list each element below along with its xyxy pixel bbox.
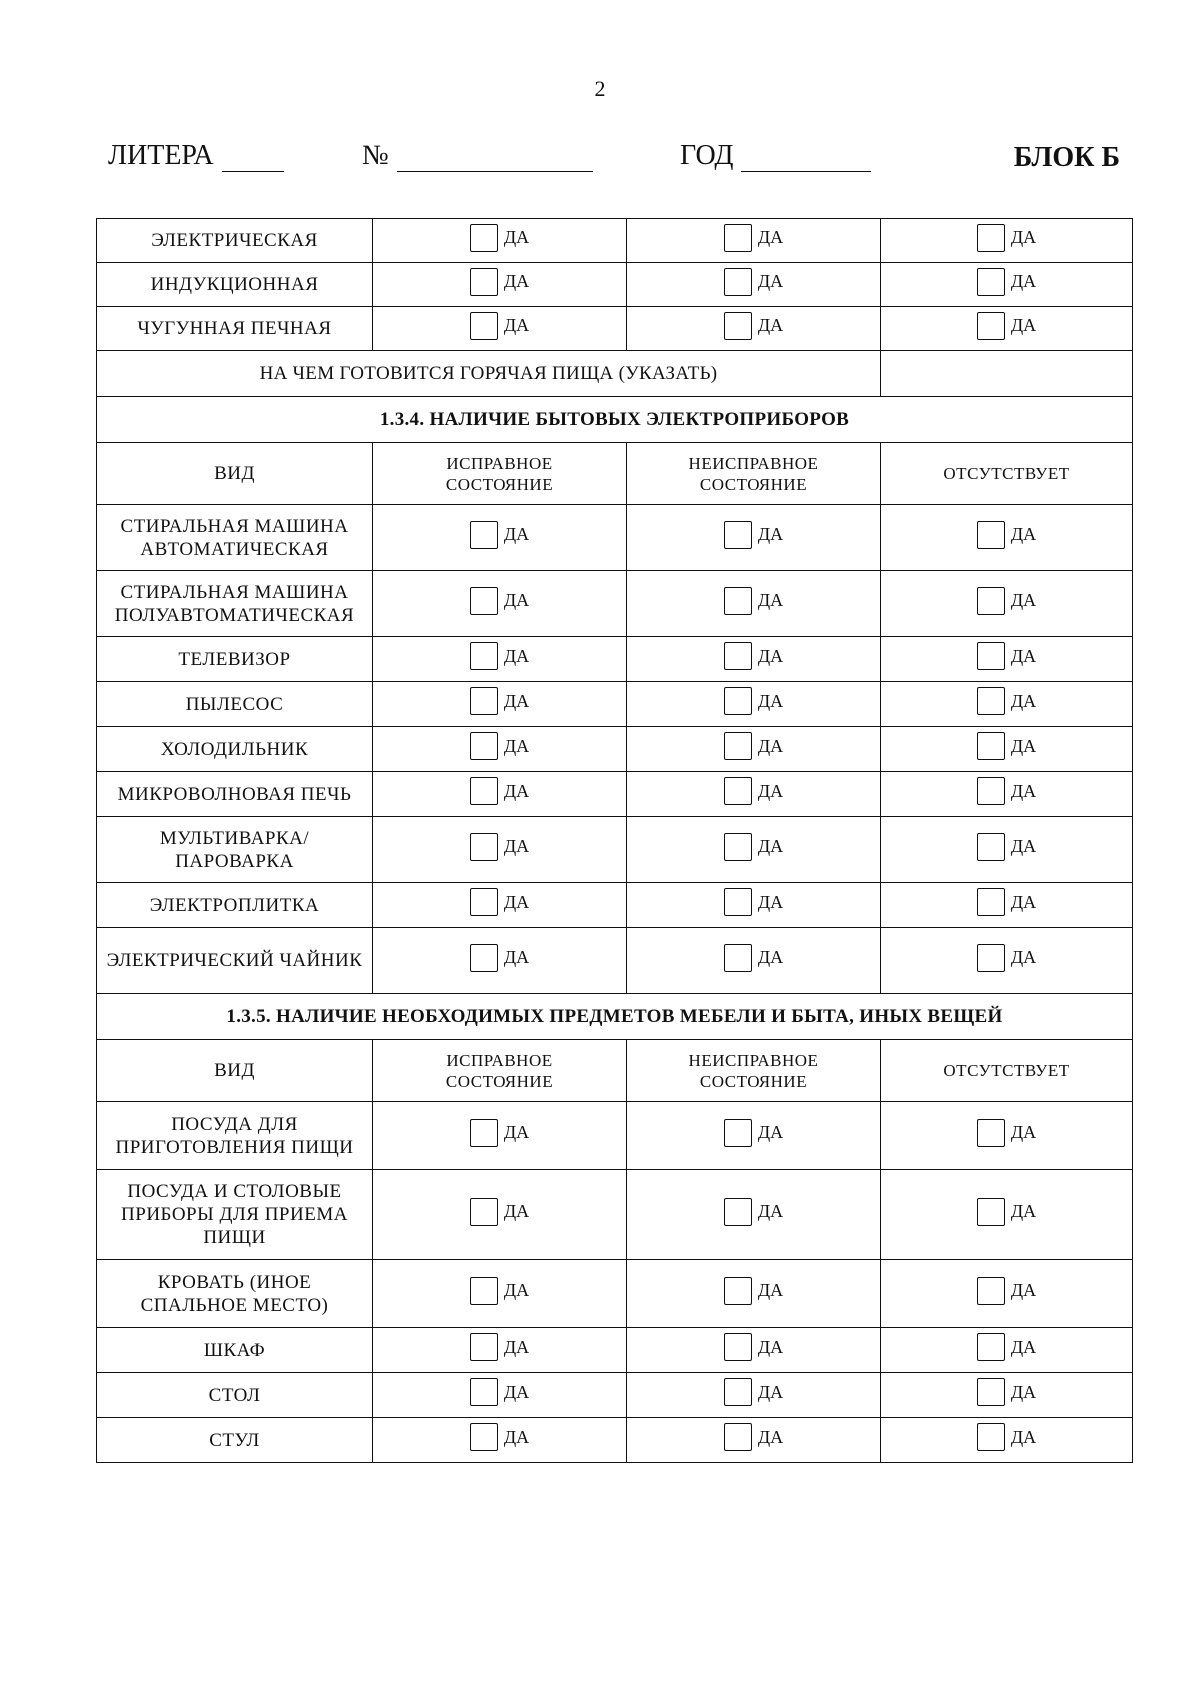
checkbox-label: ДА	[503, 780, 530, 801]
checkbox[interactable]	[977, 1198, 1005, 1226]
section-furniture-title	[97, 994, 1133, 1040]
col-3-checkbox-cell	[881, 505, 1133, 571]
checkbox[interactable]	[724, 687, 752, 715]
checkbox-label: ДА	[757, 735, 784, 756]
checkbox-label: ДА	[503, 735, 530, 756]
row-label: ТЕЛЕВИЗОР	[97, 637, 373, 682]
header-kind-text: ВИД	[214, 1060, 255, 1081]
col-1-checkbox[interactable]	[470, 1378, 529, 1406]
checkbox[interactable]	[724, 732, 752, 760]
col-2-checkbox[interactable]	[724, 312, 783, 340]
checkbox[interactable]	[470, 687, 498, 715]
number-label: №	[362, 140, 389, 171]
col-1-checkbox-cell	[373, 883, 627, 928]
checkbox-label: ДА	[757, 1336, 784, 1357]
checkbox-label: ДА	[1010, 590, 1037, 610]
checkbox-label: ДА	[757, 690, 784, 711]
col-2-checkbox[interactable]	[724, 1277, 783, 1305]
checkbox[interactable]	[977, 1378, 1005, 1406]
col-2-checkbox-cell	[627, 637, 881, 682]
col-2-checkbox[interactable]	[724, 687, 783, 715]
col-2-checkbox-cell	[627, 1328, 881, 1373]
col-3-checkbox-cell	[881, 772, 1133, 817]
checkbox-label: ДА	[1010, 780, 1037, 801]
col-2-checkbox[interactable]	[724, 1198, 783, 1226]
col-2-checkbox-cell	[627, 1418, 881, 1463]
checkbox-label: ДА	[757, 1426, 784, 1447]
col-2-checkbox-cell	[627, 571, 881, 637]
col-1-checkbox-cell	[373, 682, 627, 727]
row-label: СТУЛ	[97, 1418, 373, 1463]
checkbox[interactable]	[470, 587, 498, 615]
checkbox-label: ДА	[757, 1280, 784, 1300]
section-title: 1.3.5. НАЛИЧИЕ НЕОБХОДИМЫХ ПРЕДМЕТОВ МЕБЕЛИ И БЫТА, ИНЫХ ВЕЩЕЙ	[97, 994, 1133, 1040]
checkbox[interactable]	[470, 1333, 498, 1361]
checkbox[interactable]	[724, 642, 752, 670]
year-field	[680, 140, 871, 172]
col-2-checkbox[interactable]	[724, 268, 783, 296]
col-1-checkbox[interactable]	[470, 521, 529, 549]
checkbox-label: ДА	[1010, 271, 1037, 291]
col-1-checkbox[interactable]	[470, 687, 529, 715]
checkbox-label: ДА	[1010, 1201, 1037, 1221]
checkbox-label: ДА	[1010, 735, 1037, 756]
col-3-checkbox[interactable]	[977, 1119, 1036, 1147]
checkbox[interactable]	[724, 888, 752, 916]
col-2-checkbox-cell	[627, 682, 881, 727]
col-2-checkbox[interactable]	[724, 1378, 783, 1406]
header-broken-text: НЕИСПРАВНОЕ СОСТОЯНИЕ	[688, 453, 819, 494]
col-2-checkbox-cell	[627, 727, 881, 772]
appliance-row	[97, 637, 1133, 682]
col-1-checkbox[interactable]	[470, 642, 529, 670]
header-working	[373, 443, 627, 505]
row-label: ПОСУДА ДЛЯ ПРИГОТОВЛЕНИЯ ПИЩИ	[97, 1102, 373, 1170]
row-label: СТИРАЛЬНАЯ МАШИНА АВТОМАТИЧЕСКАЯ	[97, 505, 373, 571]
checkbox-label: ДА	[1010, 891, 1037, 912]
appliance-row	[97, 682, 1133, 727]
header-working-text: ИСПРАВНОЕ СОСТОЯНИЕ	[445, 453, 554, 494]
checkbox-label: ДА	[757, 315, 784, 335]
appliance-row	[97, 772, 1133, 817]
col-2-checkbox[interactable]	[724, 521, 783, 549]
checkbox[interactable]	[724, 312, 752, 340]
appliance-row	[97, 727, 1133, 772]
col-2-checkbox-cell	[627, 1102, 881, 1170]
checkbox-label: ДА	[1010, 645, 1037, 666]
checkbox[interactable]	[977, 888, 1005, 916]
appliance-row	[97, 883, 1133, 928]
col-2-checkbox-cell	[627, 307, 881, 351]
col-1-checkbox[interactable]	[470, 833, 529, 861]
col-3-checkbox[interactable]	[977, 642, 1036, 670]
header-kind	[97, 1040, 373, 1102]
checkbox[interactable]	[470, 732, 498, 760]
checkbox-label: ДА	[757, 227, 784, 247]
col-3-checkbox-cell	[881, 1328, 1133, 1373]
col-2-checkbox-cell	[627, 1373, 881, 1418]
col-3-checkbox[interactable]	[977, 1333, 1036, 1361]
col-1-checkbox-cell	[373, 1102, 627, 1170]
col-3-checkbox[interactable]	[977, 268, 1036, 296]
col-1-checkbox-cell	[373, 307, 627, 351]
checkbox[interactable]	[470, 312, 498, 340]
col-3-checkbox-cell	[881, 263, 1133, 307]
checkbox-label: ДА	[757, 1122, 784, 1142]
appliance-row	[97, 928, 1133, 994]
checkbox[interactable]	[977, 312, 1005, 340]
col-2-checkbox-cell	[627, 883, 881, 928]
col-3-checkbox[interactable]	[977, 521, 1036, 549]
checkbox[interactable]	[470, 833, 498, 861]
col-3-checkbox[interactable]	[977, 687, 1036, 715]
col-3-checkbox-cell	[881, 307, 1133, 351]
col-3-checkbox[interactable]	[977, 224, 1036, 252]
checkbox-label: ДА	[503, 524, 530, 544]
header-kind	[97, 443, 373, 505]
col-1-checkbox[interactable]	[470, 777, 529, 805]
litera-label: ЛИТЕРА	[108, 140, 214, 171]
row-label: ЭЛЕКТРОПЛИТКА	[97, 883, 373, 928]
checkbox-label: ДА	[757, 947, 784, 967]
col-3-checkbox-cell	[881, 1418, 1133, 1463]
checkbox-label: ДА	[1010, 836, 1037, 856]
row-label: ПОСУДА И СТОЛОВЫЕ ПРИБОРЫ ДЛЯ ПРИЕМА ПИЩИ	[97, 1170, 373, 1260]
checkbox-label: ДА	[503, 1280, 530, 1300]
col-1-checkbox-cell	[373, 263, 627, 307]
col-2-checkbox[interactable]	[724, 1119, 783, 1147]
col-3-checkbox[interactable]	[977, 1423, 1036, 1451]
checkbox-label: ДА	[503, 315, 530, 335]
col-3-checkbox-cell	[881, 1102, 1133, 1170]
furniture-row	[97, 1418, 1133, 1463]
furniture-row	[97, 1328, 1133, 1373]
col-3-checkbox-cell	[881, 727, 1133, 772]
checkbox-label: ДА	[503, 271, 530, 291]
col-3-checkbox-cell	[881, 928, 1133, 994]
col-2-checkbox-cell	[627, 1260, 881, 1328]
checkbox-label: ДА	[757, 271, 784, 291]
checkbox-label: ДА	[503, 891, 530, 912]
checkbox[interactable]	[724, 224, 752, 252]
col-3-checkbox[interactable]	[977, 1277, 1036, 1305]
col-2-checkbox-cell	[627, 505, 881, 571]
header-absent-text: ОТСУТСТВУЕТ	[943, 1061, 1070, 1080]
hot-food-question: НА ЧЕМ ГОТОВИТСЯ ГОРЯЧАЯ ПИЩА (УКАЗАТЬ)	[97, 351, 881, 397]
col-3-checkbox-cell	[881, 1170, 1133, 1260]
checkbox[interactable]	[977, 224, 1005, 252]
checkbox[interactable]	[977, 1333, 1005, 1361]
col-2-checkbox[interactable]	[724, 888, 783, 916]
col-1-checkbox[interactable]	[470, 587, 529, 615]
furniture-row	[97, 1373, 1133, 1418]
year-label: ГОД	[680, 140, 734, 171]
header-broken	[627, 443, 881, 505]
checkbox[interactable]	[724, 833, 752, 861]
number-input-line[interactable]	[397, 145, 593, 172]
row-label: ХОЛОДИЛЬНИК	[97, 727, 373, 772]
col-2-checkbox-cell	[627, 219, 881, 263]
checkbox[interactable]	[977, 521, 1005, 549]
col-1-checkbox[interactable]	[470, 224, 529, 252]
checkbox[interactable]	[724, 944, 752, 972]
col-2-checkbox-cell	[627, 817, 881, 883]
checkbox-label: ДА	[503, 836, 530, 856]
checkbox[interactable]	[470, 888, 498, 916]
checkbox[interactable]	[470, 1378, 498, 1406]
checkbox[interactable]	[724, 521, 752, 549]
col-2-checkbox[interactable]	[724, 1333, 783, 1361]
row-label: ЭЛЕКТРИЧЕСКАЯ	[97, 219, 373, 263]
checkbox[interactable]	[470, 224, 498, 252]
checkbox[interactable]	[724, 1119, 752, 1147]
checkbox-label: ДА	[1010, 227, 1037, 247]
appliance-row	[97, 817, 1133, 883]
col-3-checkbox-cell	[881, 219, 1133, 263]
col-3-checkbox[interactable]	[977, 944, 1036, 972]
col-1-checkbox[interactable]	[470, 1333, 529, 1361]
col-2-checkbox[interactable]	[724, 642, 783, 670]
checkbox[interactable]	[470, 521, 498, 549]
col-2-checkbox-cell	[627, 263, 881, 307]
col-1-checkbox[interactable]	[470, 1277, 529, 1305]
header-broken-text: НЕИСПРАВНОЕ СОСТОЯНИЕ	[688, 1050, 819, 1091]
checkbox[interactable]	[977, 587, 1005, 615]
col-1-checkbox[interactable]	[470, 888, 529, 916]
checkbox-label: ДА	[503, 1426, 530, 1447]
checkbox[interactable]	[470, 944, 498, 972]
checkbox[interactable]	[977, 1423, 1005, 1451]
col-1-checkbox-cell	[373, 219, 627, 263]
checkbox-label: ДА	[757, 891, 784, 912]
checkbox-label: ДА	[1010, 524, 1037, 544]
header-broken	[627, 1040, 881, 1102]
col-2-checkbox[interactable]	[724, 1423, 783, 1451]
header-kind-text: ВИД	[214, 463, 255, 484]
survey-table	[96, 218, 1133, 1463]
checkbox-label: ДА	[757, 645, 784, 666]
row-label: СТОЛ	[97, 1373, 373, 1418]
checkbox-label: ДА	[503, 947, 530, 967]
col-1-checkbox-cell	[373, 1260, 627, 1328]
header-absent	[881, 443, 1133, 505]
col-1-checkbox-cell	[373, 571, 627, 637]
litera-field	[108, 140, 284, 172]
col-3-checkbox[interactable]	[977, 777, 1036, 805]
col-1-checkbox[interactable]	[470, 732, 529, 760]
col-2-checkbox[interactable]	[724, 224, 783, 252]
col-1-checkbox[interactable]	[470, 1119, 529, 1147]
checkbox[interactable]	[977, 732, 1005, 760]
checkbox-label: ДА	[757, 524, 784, 544]
header-absent	[881, 1040, 1133, 1102]
stove-row	[97, 263, 1133, 307]
col-2-checkbox[interactable]	[724, 587, 783, 615]
checkbox[interactable]	[470, 268, 498, 296]
block-label: БЛОК Б	[1013, 142, 1120, 173]
checkbox-label: ДА	[1010, 1280, 1037, 1300]
col-3-checkbox[interactable]	[977, 732, 1036, 760]
row-label: ШКАФ	[97, 1328, 373, 1373]
hot-food-answer[interactable]	[881, 351, 1133, 397]
furniture-row	[97, 1102, 1133, 1170]
checkbox-label: ДА	[757, 1201, 784, 1221]
checkbox[interactable]	[470, 642, 498, 670]
checkbox-label: ДА	[503, 227, 530, 247]
checkbox[interactable]	[977, 944, 1005, 972]
checkbox-label: ДА	[1010, 1336, 1037, 1357]
checkbox[interactable]	[977, 642, 1005, 670]
col-1-checkbox-cell	[373, 772, 627, 817]
furniture-row	[97, 1260, 1133, 1328]
col-1-checkbox[interactable]	[470, 944, 529, 972]
col-1-checkbox-cell	[373, 817, 627, 883]
checkbox[interactable]	[724, 777, 752, 805]
col-1-checkbox-cell	[373, 505, 627, 571]
col-1-checkbox[interactable]	[470, 312, 529, 340]
col-1-checkbox-cell	[373, 1418, 627, 1463]
col-2-checkbox[interactable]	[724, 777, 783, 805]
checkbox[interactable]	[977, 1119, 1005, 1147]
number-field	[362, 140, 593, 172]
appliance-row	[97, 505, 1133, 571]
checkbox[interactable]	[470, 777, 498, 805]
col-3-checkbox[interactable]	[977, 1378, 1036, 1406]
checkbox-label: ДА	[503, 590, 530, 610]
col-3-checkbox-cell	[881, 571, 1133, 637]
checkbox-label: ДА	[1010, 1122, 1037, 1142]
col-1-checkbox[interactable]	[470, 1423, 529, 1451]
col-2-checkbox-cell	[627, 928, 881, 994]
checkbox[interactable]	[724, 1378, 752, 1406]
col-3-checkbox-cell	[881, 883, 1133, 928]
section-appliances-header	[97, 443, 1133, 505]
checkbox[interactable]	[470, 1198, 498, 1226]
col-1-checkbox-cell	[373, 637, 627, 682]
header-working	[373, 1040, 627, 1102]
checkbox-label: ДА	[1010, 1381, 1037, 1402]
checkbox-label: ДА	[503, 1122, 530, 1142]
stove-row	[97, 219, 1133, 263]
col-1-checkbox[interactable]	[470, 1198, 529, 1226]
header-working-text: ИСПРАВНОЕ СОСТОЯНИЕ	[445, 1050, 554, 1091]
col-1-checkbox-cell	[373, 727, 627, 772]
col-1-checkbox-cell	[373, 1328, 627, 1373]
col-3-checkbox-cell	[881, 637, 1133, 682]
checkbox[interactable]	[724, 1423, 752, 1451]
checkbox[interactable]	[724, 1198, 752, 1226]
checkbox[interactable]	[724, 1333, 752, 1361]
checkbox-label: ДА	[757, 780, 784, 801]
year-input-line[interactable]	[741, 145, 871, 172]
checkbox-label: ДА	[503, 690, 530, 711]
col-3-checkbox-cell	[881, 1373, 1133, 1418]
col-3-checkbox[interactable]	[977, 312, 1036, 340]
checkbox-label: ДА	[503, 1336, 530, 1357]
row-label: МИКРОВОЛНОВАЯ ПЕЧЬ	[97, 772, 373, 817]
checkbox[interactable]	[724, 268, 752, 296]
checkbox[interactable]	[470, 1423, 498, 1451]
appliance-row	[97, 571, 1133, 637]
checkbox-label: ДА	[1010, 315, 1037, 335]
section-title: 1.3.4. НАЛИЧИЕ БЫТОВЫХ ЭЛЕКТРОПРИБОРОВ	[97, 397, 1133, 443]
row-label: МУЛЬТИВАРКА/ ПАРОВАРКА	[97, 817, 373, 883]
col-3-checkbox[interactable]	[977, 587, 1036, 615]
checkbox-label: ДА	[757, 1381, 784, 1402]
checkbox-label: ДА	[503, 1201, 530, 1221]
checkbox[interactable]	[977, 777, 1005, 805]
row-label: ИНДУКЦИОННАЯ	[97, 263, 373, 307]
header-absent-text: ОТСУТСТВУЕТ	[943, 464, 1070, 483]
checkbox[interactable]	[977, 687, 1005, 715]
col-2-checkbox[interactable]	[724, 944, 783, 972]
col-3-checkbox-cell	[881, 1260, 1133, 1328]
checkbox[interactable]	[977, 1277, 1005, 1305]
col-3-checkbox[interactable]	[977, 1198, 1036, 1226]
col-3-checkbox-cell	[881, 817, 1133, 883]
col-1-checkbox-cell	[373, 1373, 627, 1418]
row-label: ЭЛЕКТРИЧЕСКИЙ ЧАЙНИК	[97, 928, 373, 994]
checkbox-label: ДА	[503, 645, 530, 666]
checkbox[interactable]	[977, 268, 1005, 296]
furniture-row	[97, 1170, 1133, 1260]
col-3-checkbox[interactable]	[977, 888, 1036, 916]
row-label: СТИРАЛЬНАЯ МАШИНА ПОЛУАВТОМАТИЧЕСКАЯ	[97, 571, 373, 637]
checkbox[interactable]	[977, 833, 1005, 861]
checkbox-label: ДА	[1010, 690, 1037, 711]
col-2-checkbox[interactable]	[724, 732, 783, 760]
checkbox[interactable]	[724, 587, 752, 615]
col-2-checkbox[interactable]	[724, 833, 783, 861]
col-2-checkbox-cell	[627, 772, 881, 817]
col-2-checkbox-cell	[627, 1170, 881, 1260]
checkbox-label: ДА	[1010, 947, 1037, 967]
stove-row	[97, 307, 1133, 351]
row-label: ПЫЛЕСОС	[97, 682, 373, 727]
hot-food-row	[97, 351, 1133, 397]
row-label: КРОВАТЬ (ИНОЕ СПАЛЬНОЕ МЕСТО)	[97, 1260, 373, 1328]
checkbox-label: ДА	[503, 1381, 530, 1402]
col-1-checkbox-cell	[373, 928, 627, 994]
checkbox[interactable]	[470, 1119, 498, 1147]
checkbox[interactable]	[470, 1277, 498, 1305]
form-header	[108, 140, 1120, 180]
section-appliances-title	[97, 397, 1133, 443]
checkbox[interactable]	[724, 1277, 752, 1305]
page-number: 2	[594, 76, 606, 101]
checkbox-label: ДА	[757, 590, 784, 610]
checkbox-label: ДА	[757, 836, 784, 856]
litera-input-line[interactable]	[222, 145, 284, 172]
row-label: ЧУГУННАЯ ПЕЧНАЯ	[97, 307, 373, 351]
col-1-checkbox-cell	[373, 1170, 627, 1260]
checkbox-label: ДА	[1010, 1426, 1037, 1447]
col-3-checkbox-cell	[881, 682, 1133, 727]
col-3-checkbox[interactable]	[977, 833, 1036, 861]
col-1-checkbox[interactable]	[470, 268, 529, 296]
section-furniture-header	[97, 1040, 1133, 1102]
